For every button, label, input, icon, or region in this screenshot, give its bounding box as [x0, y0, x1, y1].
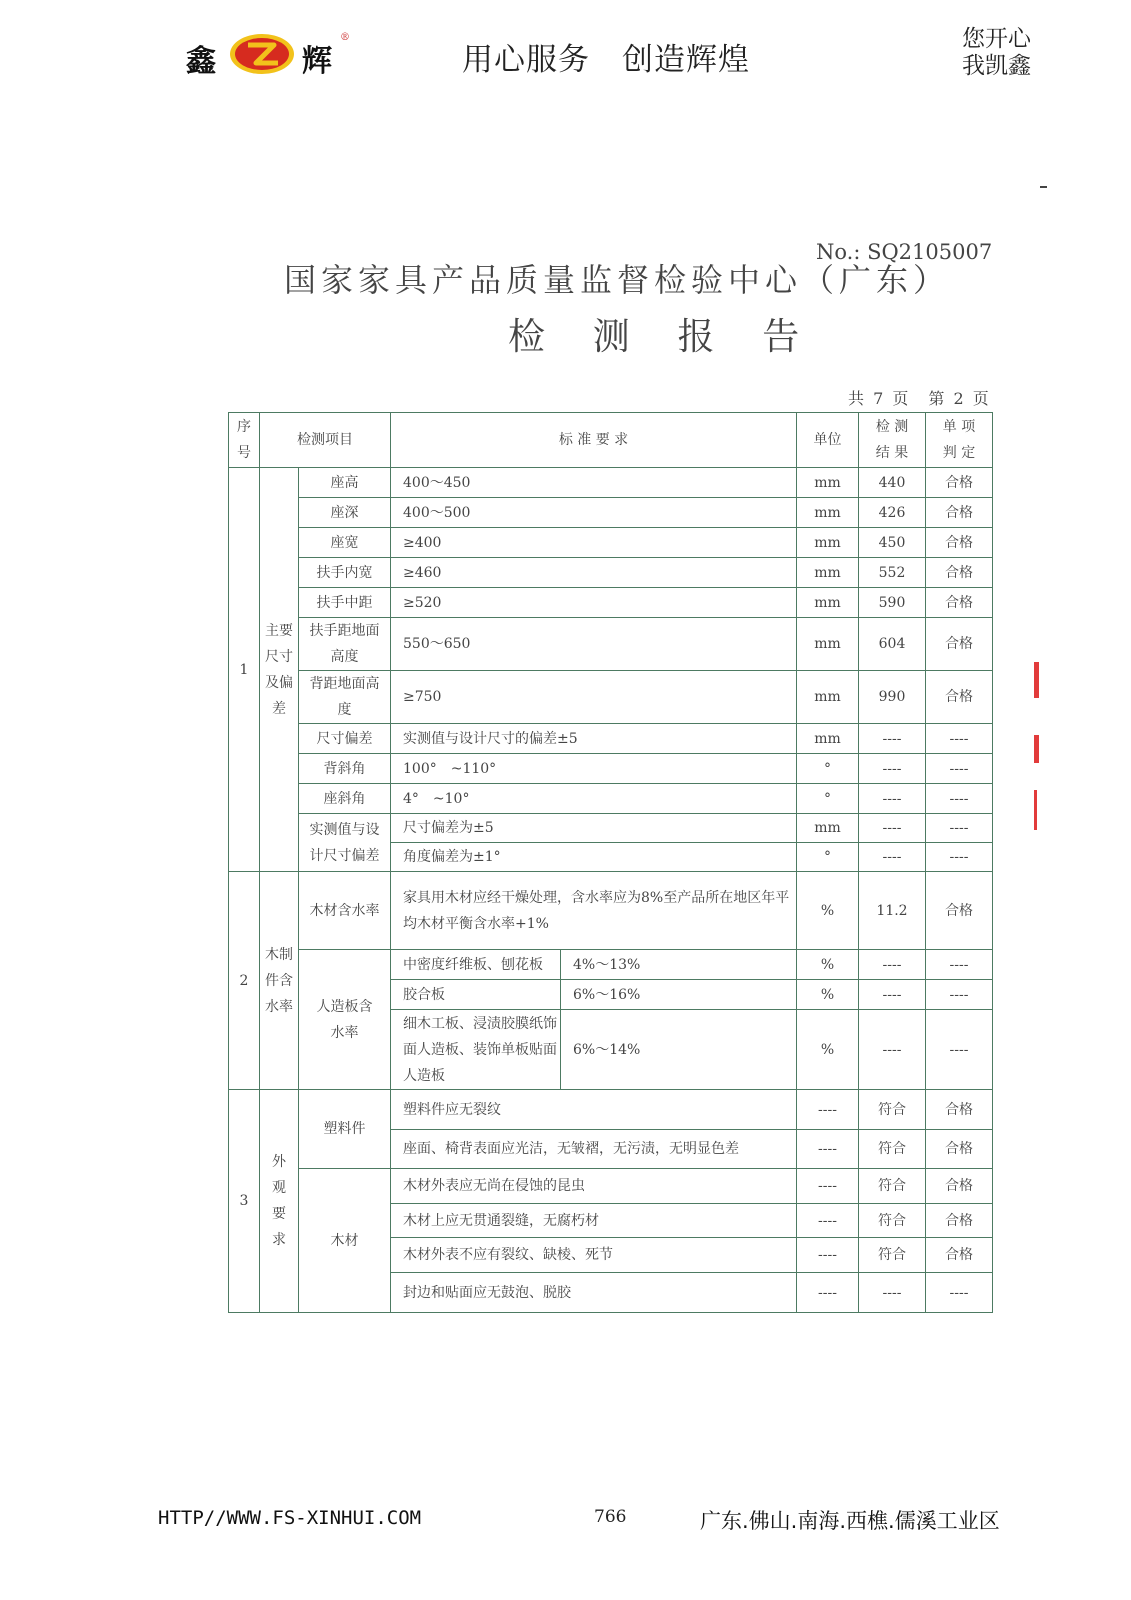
row-unit: mm — [797, 724, 859, 754]
stamp-edge-mark — [1034, 790, 1037, 830]
row-result: 604 — [859, 618, 926, 671]
company-slogan: 用心服务 创造辉煌 — [462, 42, 750, 78]
row-result: ---- — [859, 1010, 926, 1090]
row-requirement: 木材上应无贯通裂缝，无腐朽材 — [391, 1204, 797, 1238]
row-requirement: 角度偏差为±1° — [391, 843, 797, 872]
organization-title: 国家家具产品质量监督检验中心（广东） — [284, 261, 951, 299]
slogan-right-line2: 我凯鑫 — [962, 53, 1031, 79]
row-requirement: 400～450 — [391, 468, 797, 498]
row-unit: % — [797, 1010, 859, 1090]
dev-item: 实测值与设计尺寸偏差 — [299, 814, 391, 872]
row-requirement: 封边和贴面应无鼓泡、脱胶 — [391, 1273, 797, 1313]
row-unit: mm — [797, 468, 859, 498]
row-unit: mm — [797, 558, 859, 588]
row-judgement: ---- — [926, 724, 993, 754]
board-material: 细木工板、浸渍胶膜纸饰面人造板、装饰单板贴面人造板 — [391, 1010, 561, 1090]
row-unit: ---- — [797, 1204, 859, 1238]
row-unit: ---- — [797, 1169, 859, 1204]
table-row — [229, 558, 993, 588]
row-result: 552 — [859, 558, 926, 588]
row-item: 座深 — [299, 498, 391, 528]
group1-seq: 1 — [229, 468, 260, 872]
board-moisture-item: 人造板含水率 — [299, 950, 391, 1090]
row-result: 590 — [859, 588, 926, 618]
table-row — [229, 528, 993, 558]
row-item: 座斜角 — [299, 784, 391, 814]
table-row — [229, 498, 993, 528]
board-material: 中密度纤维板、刨花板 — [391, 950, 561, 980]
row-judgement: 合格 — [926, 588, 993, 618]
row-judgement: 合格 — [926, 558, 993, 588]
row-judgement: ---- — [926, 814, 993, 843]
group2-category — [260, 872, 299, 1090]
row-judgement: ---- — [926, 980, 993, 1010]
logo-emblem-icon — [228, 32, 296, 76]
registered-mark-icon: ® — [340, 32, 350, 43]
row-unit: mm — [797, 588, 859, 618]
row-unit: mm — [797, 528, 859, 558]
row-unit: ---- — [797, 1130, 859, 1169]
table-row — [229, 468, 993, 498]
row-unit: mm — [797, 671, 859, 724]
row-result: 符合 — [859, 1204, 926, 1238]
group3-seq: 3 — [229, 1090, 260, 1313]
row-result: 440 — [859, 468, 926, 498]
plastic-item: 塑料件 — [299, 1090, 391, 1169]
row-item: 座高 — [299, 468, 391, 498]
footer-address: 广东.佛山.南海.西樵.儒溪工业区 — [700, 1509, 1000, 1533]
logo-left-char: 鑫 — [186, 44, 216, 79]
row-result: ---- — [859, 843, 926, 872]
header-judgement-line1: 单 项 — [942, 419, 976, 435]
group1-category-text: 主要尺寸及偏差 — [265, 622, 293, 717]
group2-seq: 2 — [229, 872, 260, 1090]
footer-url: HTTP//WWW.FS-XINHUI.COM — [158, 1507, 422, 1529]
row-item: 扶手中距 — [299, 588, 391, 618]
row-result: 符合 — [859, 1130, 926, 1169]
row-judgement: ---- — [926, 1273, 993, 1313]
row-judgement: ---- — [926, 843, 993, 872]
header-result-line1: 检 测 — [875, 419, 909, 435]
row-judgement: 合格 — [926, 468, 993, 498]
group1-category — [260, 468, 299, 872]
table-row — [229, 754, 993, 784]
row-unit: ---- — [797, 1238, 859, 1273]
row-requirement: ≥520 — [391, 588, 797, 618]
table-row — [229, 814, 993, 843]
row-judgement: 合格 — [926, 528, 993, 558]
row-judgement: ---- — [926, 754, 993, 784]
row-requirement: 100° ~110° — [391, 754, 797, 784]
wood-moisture-requirement: 家具用木材应经干燥处理，含水率应为8%至产品所在地区年平均木材平衡含水率+1% — [391, 872, 797, 950]
header-result — [859, 413, 926, 468]
row-result: ---- — [859, 754, 926, 784]
row-judgement: ---- — [926, 950, 993, 980]
row-unit: ---- — [797, 1273, 859, 1313]
row-item: 背距地面高度 — [299, 671, 391, 724]
row-requirement: 木材外表不应有裂纹、缺棱、死节 — [391, 1238, 797, 1273]
row-result: 符合 — [859, 1090, 926, 1130]
row-result: ---- — [859, 950, 926, 980]
company-logo — [186, 28, 356, 80]
logo-right-char: 辉 — [302, 44, 332, 79]
row-requirement: ≥460 — [391, 558, 797, 588]
table-row — [229, 618, 993, 671]
row-result: ---- — [859, 1273, 926, 1313]
header-seq-text: 序号 — [237, 419, 251, 461]
row-result: 990 — [859, 671, 926, 724]
row-requirement: 木材外表应无尚在侵蚀的昆虫 — [391, 1169, 797, 1204]
slogan-right — [962, 26, 1031, 80]
board-range: 4%～13% — [561, 950, 797, 980]
header-judgement-line2: 判 定 — [942, 445, 976, 461]
footer-page-number: 766 — [594, 1507, 627, 1527]
row-unit: mm — [797, 618, 859, 671]
board-range: 6%～14% — [561, 1010, 797, 1090]
row-item: 扶手内宽 — [299, 558, 391, 588]
row-judgement: 合格 — [926, 618, 993, 671]
row-item: 扶手距地面高度 — [299, 618, 391, 671]
row-item: 尺寸偏差 — [299, 724, 391, 754]
row-result: 11.2 — [859, 872, 926, 950]
report-number: No.: SQ2105007 — [816, 240, 993, 264]
row-result: ---- — [859, 784, 926, 814]
table-row — [229, 671, 993, 724]
row-judgement: 合格 — [926, 1090, 993, 1130]
row-requirement: 4° ~10° — [391, 784, 797, 814]
row-unit: % — [797, 872, 859, 950]
row-requirement: 实测值与设计尺寸的偏差±5 — [391, 724, 797, 754]
table-row — [229, 872, 993, 950]
inspection-table — [228, 412, 993, 1313]
row-result: ---- — [859, 980, 926, 1010]
table-header-row — [229, 413, 993, 468]
row-result: 426 — [859, 498, 926, 528]
table-row — [229, 784, 993, 814]
row-judgement: 合格 — [926, 671, 993, 724]
row-result: 符合 — [859, 1238, 926, 1273]
row-requirement: 尺寸偏差为±5 — [391, 814, 797, 843]
slogan-right-line1: 您开心 — [962, 26, 1031, 52]
document-title: 检 测 报 告 — [508, 315, 818, 358]
header-seq — [229, 413, 260, 468]
row-result: 符合 — [859, 1169, 926, 1204]
table-row — [229, 1169, 993, 1204]
group2-category-text: 木制件含水率 — [265, 946, 293, 1015]
row-unit: ° — [797, 843, 859, 872]
row-judgement: ---- — [926, 784, 993, 814]
row-result: 450 — [859, 528, 926, 558]
header-result-line2: 结 果 — [875, 445, 909, 461]
row-result: ---- — [859, 724, 926, 754]
table-row — [229, 950, 993, 980]
row-unit: % — [797, 980, 859, 1010]
header-unit: 单位 — [797, 413, 859, 468]
header-requirement: 标 准 要 求 — [391, 413, 797, 468]
row-unit: ° — [797, 784, 859, 814]
wood-item: 木材 — [299, 1169, 391, 1313]
row-unit: mm — [797, 498, 859, 528]
row-judgement: 合格 — [926, 498, 993, 528]
group3-category-text: 外观要求 — [272, 1154, 286, 1248]
header-judgement — [926, 413, 993, 468]
row-judgement: 合格 — [926, 1169, 993, 1204]
row-requirement: 座面、椅背表面应光洁，无皱褶，无污渍，无明显色差 — [391, 1130, 797, 1169]
row-judgement: 合格 — [926, 1130, 993, 1169]
row-judgement: 合格 — [926, 872, 993, 950]
page-info: 共 7 页 第 2 页 — [848, 389, 991, 408]
scan-mark — [1040, 186, 1047, 188]
row-requirement: 550～650 — [391, 618, 797, 671]
stamp-edge-mark — [1034, 735, 1039, 763]
table-row — [229, 588, 993, 618]
table-row — [229, 1090, 993, 1130]
header-item: 检测项目 — [260, 413, 391, 468]
row-requirement: ≥400 — [391, 528, 797, 558]
row-unit: ---- — [797, 1090, 859, 1130]
row-requirement: 400～500 — [391, 498, 797, 528]
row-unit: ° — [797, 754, 859, 784]
group3-category — [260, 1090, 299, 1313]
row-item: 座宽 — [299, 528, 391, 558]
row-judgement: 合格 — [926, 1204, 993, 1238]
board-material: 胶合板 — [391, 980, 561, 1010]
row-result: ---- — [859, 814, 926, 843]
stamp-edge-mark — [1034, 662, 1039, 698]
row-unit: mm — [797, 814, 859, 843]
row-requirement: ≥750 — [391, 671, 797, 724]
row-requirement: 塑料件应无裂纹 — [391, 1090, 797, 1130]
row-item: 背斜角 — [299, 754, 391, 784]
board-range: 6%～16% — [561, 980, 797, 1010]
row-judgement: 合格 — [926, 1238, 993, 1273]
table-row — [229, 724, 993, 754]
wood-moisture-item: 木材含水率 — [299, 872, 391, 950]
row-unit: % — [797, 950, 859, 980]
row-judgement: ---- — [926, 1010, 993, 1090]
